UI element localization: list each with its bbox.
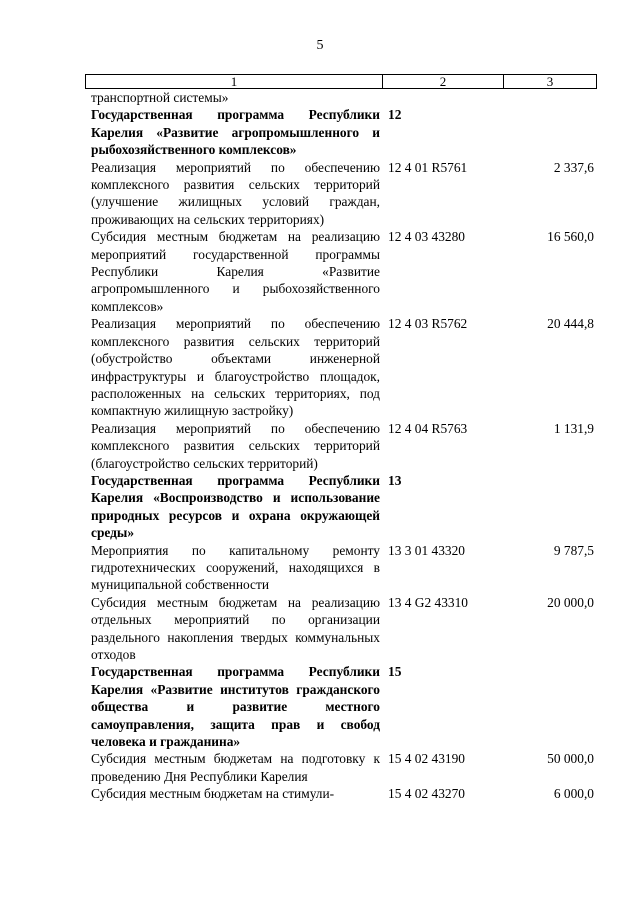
row-name: Реализация мероприятий по обеспечению комплексного развития сельских территорий (улучшение жилищных условий граждан, проживающих на сельских территориях): [91, 159, 380, 227]
header-col-3: 3: [546, 74, 554, 89]
row-code: 15 4 02 43190: [388, 751, 465, 767]
row-code: 12: [388, 107, 402, 123]
row-code: 13: [388, 472, 402, 488]
table-row: [91, 420, 594, 472]
row-name: транспортной системы»: [91, 90, 229, 105]
table-row: [91, 594, 594, 664]
row-name: Субсидия местным бюджетам на стимули-: [91, 786, 335, 802]
row-code: 12 4 04 R5763: [388, 420, 468, 436]
table-row: [91, 315, 594, 419]
row-name: Государственная программа Республики Карелия «Развитие институтов гражданского общества и развитие местного самоуправления, защита прав и свобод человека и гражданина»: [91, 664, 380, 750]
table-row: [91, 785, 594, 802]
row-name: Субсидия местным бюджетам на реализацию мероприятий государственной программы Республики Карелия «Развитие агропромышленного и рыбохозяйственного комплексов»: [91, 229, 380, 314]
row-name: Субсидия местным бюджетам на подготовку к проведению Дня Республики Карелия: [91, 751, 380, 784]
row-name: Субсидия местным бюджетам на реализацию отдельных мероприятий по организации раздельного накопления твердых коммунальных отходов: [91, 594, 380, 662]
table-header: [85, 74, 597, 89]
table-row-program: [91, 472, 594, 542]
row-code: 13 4 G2 43310: [388, 594, 468, 610]
row-amount: 1 131,9: [553, 420, 594, 436]
header-col-2: 2: [383, 75, 504, 88]
row-amount: [503, 89, 594, 106]
row-code: 12 4 03 43280: [388, 229, 465, 245]
table-row: [91, 228, 594, 315]
row-name: Мероприятия по капитальному ремонту гидротехнических сооружений, находящихся в муниципальной собственности: [91, 542, 380, 593]
row-amount: [503, 663, 594, 750]
row-code: 15: [388, 664, 402, 680]
row-name: Государственная программа Республики Карелия «Развитие агропромышленного и рыбохозяйственного комплексов»: [91, 107, 380, 158]
table-row: [91, 542, 594, 594]
row-amount: [503, 472, 594, 542]
row-amount: 2 337,6: [553, 159, 594, 175]
page-number: 5: [316, 38, 324, 53]
row-amount: [503, 106, 594, 158]
row-amount: 16 560,0: [547, 229, 594, 245]
header-col-1: 1: [86, 75, 383, 88]
row-amount: 20 000,0: [547, 594, 594, 610]
row-amount: 50 000,0: [547, 751, 594, 767]
table-row: [91, 750, 594, 785]
row-name: Реализация мероприятий по обеспечению комплексного развития сельских территорий (благоустройство сельских территорий): [91, 420, 380, 471]
row-amount: 9 787,5: [553, 542, 594, 558]
table-row: [91, 159, 594, 229]
table-row-program: [91, 663, 594, 750]
row-name: Государственная программа Республики Карелия «Воспроизводство и использование природных ресурсов и охрана окружающей среды»: [91, 472, 380, 541]
table-row-program: [91, 106, 594, 158]
table-row: [91, 89, 594, 106]
row-name: Реализация мероприятий по обеспечению комплексного развития сельских территорий (обустройство объектами инженерной инфраструктуры и благоустройство площадок, расположенных на сельских территориях, под компактную жилищную застройку): [91, 316, 380, 419]
row-amount: 20 444,8: [547, 316, 594, 332]
row-code: [380, 89, 503, 106]
row-amount: 6 000,0: [553, 786, 594, 802]
row-code: 13 3 01 43320: [388, 542, 465, 558]
budget-table-body: [91, 89, 594, 803]
row-code: 12 4 03 R5762: [388, 316, 468, 332]
row-code: 15 4 02 43270: [388, 786, 465, 802]
row-code: 12 4 01 R5761: [388, 159, 468, 175]
